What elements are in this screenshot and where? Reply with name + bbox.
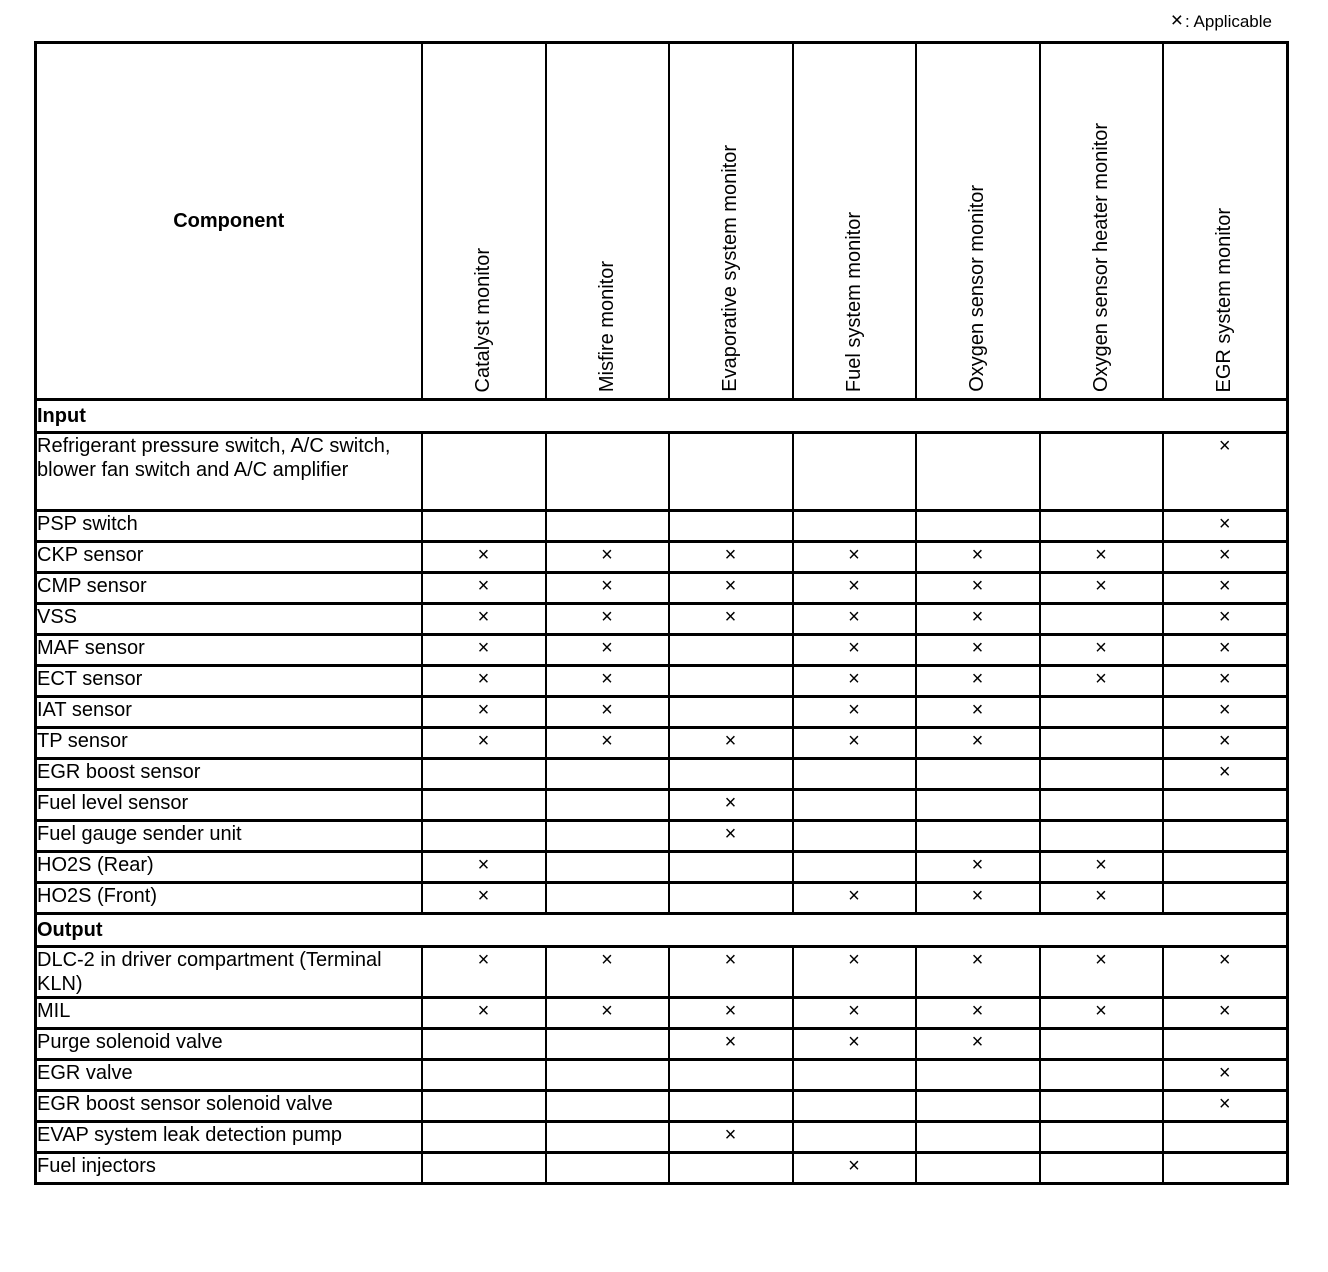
applicable-mark-cell: × — [916, 604, 1040, 635]
table-row — [36, 573, 1288, 604]
monitor-header-label: Evaporative system monitor — [719, 145, 741, 392]
applicable-mark-cell — [1040, 1091, 1163, 1122]
applicable-mark-cell: × — [1163, 998, 1288, 1029]
applicable-mark-cell — [916, 1060, 1040, 1091]
table-row — [36, 998, 1288, 1029]
table-row — [36, 821, 1288, 852]
applicable-mark-cell — [793, 852, 916, 883]
applicable-mark-cell — [546, 433, 669, 511]
applicable-mark-cell — [1040, 697, 1163, 728]
section-row — [36, 400, 1288, 433]
applicable-mark-cell: × — [546, 947, 669, 998]
monitor-column-header — [546, 43, 669, 400]
table-row — [36, 542, 1288, 573]
applicable-mark-cell — [1163, 1153, 1288, 1184]
monitor-header-label: Fuel system monitor — [842, 211, 865, 392]
table-row — [36, 852, 1288, 883]
applicable-mark-cell — [1163, 1122, 1288, 1153]
applicable-mark-cell: × — [793, 1153, 916, 1184]
applicable-mark-cell: × — [793, 697, 916, 728]
component-name: Refrigerant pressure switch, A/C switch, blower fan switch and A/C amplifier — [36, 433, 422, 511]
applicable-mark-cell — [546, 1060, 669, 1091]
monitor-header-label: Misfire monitor — [595, 260, 618, 392]
component-name: EGR valve — [36, 1060, 422, 1091]
monitor-header-label: EGR system monitor — [1213, 207, 1236, 392]
applicable-mark-cell: × — [1040, 635, 1163, 666]
applicable-mark-cell — [1163, 1029, 1288, 1060]
component-name: MIL — [36, 998, 422, 1029]
applicable-mark-cell: × — [669, 573, 793, 604]
component-column-header: Component — [36, 43, 422, 400]
applicable-mark-cell: × — [793, 728, 916, 759]
applicable-mark-cell: × — [422, 852, 546, 883]
applicable-mark-cell: × — [1040, 573, 1163, 604]
applicable-mark-cell: × — [546, 666, 669, 697]
applicable-mark-cell — [546, 759, 669, 790]
section-label: Output — [36, 914, 1288, 947]
applicable-mark-cell — [1163, 883, 1288, 914]
applicable-mark-cell — [546, 852, 669, 883]
applicable-mark-cell — [793, 1122, 916, 1153]
applicable-mark-cell: × — [1163, 728, 1288, 759]
applicable-mark-cell — [793, 759, 916, 790]
component-name: HO2S (Rear) — [36, 852, 422, 883]
component-name: TP sensor — [36, 728, 422, 759]
applicable-mark-cell — [1163, 821, 1288, 852]
applicable-mark-cell — [422, 1029, 546, 1060]
table-row — [36, 1060, 1288, 1091]
applicable-mark-cell: × — [793, 542, 916, 573]
applicable-mark-cell: × — [669, 1122, 793, 1153]
applicable-mark-cell: × — [1040, 998, 1163, 1029]
applicable-mark-cell: × — [546, 728, 669, 759]
applicable-mark-cell: × — [793, 666, 916, 697]
applicable-mark-cell: × — [1163, 604, 1288, 635]
applicable-mark-cell — [1040, 1153, 1163, 1184]
legend — [1171, 10, 1272, 33]
applicable-mark-cell — [669, 697, 793, 728]
applicable-mark-cell: × — [669, 1029, 793, 1060]
applicable-mark-cell: × — [422, 604, 546, 635]
component-name: CMP sensor — [36, 573, 422, 604]
applicable-mark-cell — [1040, 759, 1163, 790]
applicable-mark-cell — [1040, 1122, 1163, 1153]
applicable-mark-cell — [669, 511, 793, 542]
applicable-mark-cell: × — [793, 604, 916, 635]
applicable-mark-cell — [546, 511, 669, 542]
applicable-mark-cell — [422, 1091, 546, 1122]
component-name: CKP sensor — [36, 542, 422, 573]
applicable-mark-cell: × — [916, 666, 1040, 697]
applicable-mark-cell — [916, 511, 1040, 542]
applicable-mark-cell: × — [1163, 697, 1288, 728]
applicable-mark-cell: × — [422, 697, 546, 728]
applicable-mark-cell — [669, 759, 793, 790]
applicable-mark-cell: × — [546, 697, 669, 728]
applicable-mark-cell — [916, 759, 1040, 790]
table-row — [36, 759, 1288, 790]
applicable-mark-cell — [546, 1029, 669, 1060]
applicable-mark-cell: × — [916, 542, 1040, 573]
applicable-mark-cell: × — [422, 666, 546, 697]
applicable-mark-cell — [422, 433, 546, 511]
applicable-mark-cell — [1163, 852, 1288, 883]
applicable-mark-cell: × — [546, 635, 669, 666]
applicable-mark-cell: × — [916, 697, 1040, 728]
applicable-mark-cell: × — [916, 1029, 1040, 1060]
applicable-mark-cell — [422, 511, 546, 542]
applicable-mark-cell: × — [916, 947, 1040, 998]
monitor-column-header — [793, 43, 916, 400]
monitor-column-header — [422, 43, 546, 400]
applicable-mark-cell — [546, 1153, 669, 1184]
component-name: Fuel injectors — [36, 1153, 422, 1184]
component-name: ECT sensor — [36, 666, 422, 697]
applicable-mark-cell — [1040, 511, 1163, 542]
table-row — [36, 1029, 1288, 1060]
header-row — [36, 43, 1288, 400]
applicable-mark-cell — [669, 1091, 793, 1122]
component-name: HO2S (Front) — [36, 883, 422, 914]
applicable-mark-cell: × — [916, 883, 1040, 914]
component-name: IAT sensor — [36, 697, 422, 728]
table-row — [36, 1153, 1288, 1184]
applicable-mark-cell — [546, 1091, 669, 1122]
table-row — [36, 947, 1288, 998]
applicable-mark-cell: × — [1163, 542, 1288, 573]
applicable-mark-cell — [669, 666, 793, 697]
table-row — [36, 666, 1288, 697]
applicable-mark-cell — [422, 1060, 546, 1091]
applicable-mark-cell — [422, 821, 546, 852]
component-name: EGR boost sensor solenoid valve — [36, 1091, 422, 1122]
applicable-mark-cell — [422, 759, 546, 790]
component-name: VSS — [36, 604, 422, 635]
applicable-mark-cell: × — [422, 542, 546, 573]
component-name: Purge solenoid valve — [36, 1029, 422, 1060]
applicable-mark-cell: × — [1163, 635, 1288, 666]
applicable-mark-cell — [669, 883, 793, 914]
applicable-mark-cell: × — [793, 1029, 916, 1060]
table-row — [36, 883, 1288, 914]
applicable-mark-cell — [916, 1153, 1040, 1184]
applicable-mark-cell — [546, 790, 669, 821]
applicable-mark-cell — [422, 790, 546, 821]
applicable-mark-cell — [546, 1122, 669, 1153]
applicable-mark-cell: × — [422, 573, 546, 604]
table-body — [36, 400, 1288, 1184]
applicable-mark-cell: × — [669, 821, 793, 852]
applicable-mark-cell: × — [1163, 1060, 1288, 1091]
applicable-mark-cell — [546, 883, 669, 914]
applicable-mark-cell: × — [1040, 947, 1163, 998]
applicable-mark-cell — [916, 790, 1040, 821]
applicable-mark-cell: × — [1163, 433, 1288, 511]
applicable-mark-cell: × — [669, 998, 793, 1029]
applicable-mark-cell — [422, 1153, 546, 1184]
table-row — [36, 728, 1288, 759]
applicable-mark-cell: × — [546, 573, 669, 604]
applicable-mark-cell — [669, 433, 793, 511]
applicable-mark-cell: × — [916, 573, 1040, 604]
applicable-mark-cell: × — [916, 852, 1040, 883]
applicable-mark-cell: × — [669, 790, 793, 821]
section-label: Input — [36, 400, 1288, 433]
table-row — [36, 790, 1288, 821]
applicable-mark-cell — [916, 433, 1040, 511]
applicable-mark-cell: × — [1040, 852, 1163, 883]
applicable-mark-cell: × — [422, 728, 546, 759]
applicable-mark-cell: × — [1163, 511, 1288, 542]
applicable-mark-cell: × — [793, 947, 916, 998]
applicable-mark-cell — [793, 1060, 916, 1091]
applicable-mark-cell: × — [793, 998, 916, 1029]
applicable-mark-cell — [422, 1122, 546, 1153]
table-row — [36, 433, 1288, 511]
applicable-mark-cell — [1040, 604, 1163, 635]
applicable-mark-cell — [793, 790, 916, 821]
component-name: Fuel level sensor — [36, 790, 422, 821]
applicable-mark-cell — [1040, 728, 1163, 759]
applicable-mark-cell — [669, 635, 793, 666]
applicable-mark-cell: × — [793, 883, 916, 914]
applicable-mark-cell: × — [1163, 947, 1288, 998]
component-name: DLC-2 in driver compartment (Terminal KLN) — [36, 947, 422, 998]
applicable-mark-cell — [546, 821, 669, 852]
applicable-mark-cell: × — [546, 998, 669, 1029]
applicable-mark-cell — [1040, 790, 1163, 821]
component-name: PSP switch — [36, 511, 422, 542]
applicable-mark-cell: × — [546, 542, 669, 573]
monitor-column-header — [669, 43, 793, 400]
applicable-mark-cell — [793, 821, 916, 852]
table-row — [36, 635, 1288, 666]
applicable-mark-cell — [1040, 821, 1163, 852]
applicable-mark-cell — [916, 821, 1040, 852]
applicable-mark-cell: × — [1163, 666, 1288, 697]
applicable-mark-cell — [669, 1060, 793, 1091]
applicable-mark-cell — [1040, 1060, 1163, 1091]
applicable-mark-cell: × — [422, 998, 546, 1029]
table-row — [36, 1122, 1288, 1153]
applicable-mark-cell: × — [669, 947, 793, 998]
applicable-mark-cell — [669, 1153, 793, 1184]
applicable-mark-cell: × — [546, 604, 669, 635]
monitor-component-table — [34, 41, 1289, 1185]
table-row — [36, 511, 1288, 542]
table-row — [36, 697, 1288, 728]
monitor-column-header — [1163, 43, 1288, 400]
monitor-header-label: Catalyst monitor — [472, 247, 494, 392]
applicable-mark-cell — [793, 511, 916, 542]
applicable-mark-cell — [916, 1122, 1040, 1153]
table-row — [36, 604, 1288, 635]
applicable-mark-cell: × — [1040, 542, 1163, 573]
applicable-mark-cell: × — [422, 635, 546, 666]
applicable-mark-cell — [793, 433, 916, 511]
applicable-mark-cell — [916, 1091, 1040, 1122]
applicable-mark-cell: × — [669, 604, 793, 635]
component-name: MAF sensor — [36, 635, 422, 666]
monitor-header-label: Oxygen sensor heater monitor — [1089, 122, 1112, 392]
applicable-mark-cell: × — [1163, 759, 1288, 790]
applicable-mark-cell — [793, 1091, 916, 1122]
monitor-column-header — [1040, 43, 1163, 400]
monitor-header-label: Oxygen sensor monitor — [966, 185, 988, 392]
applicable-mark-icon: × — [1170, 9, 1184, 32]
applicable-mark-cell: × — [422, 947, 546, 998]
applicable-mark-cell: × — [1040, 666, 1163, 697]
component-name: Fuel gauge sender unit — [36, 821, 422, 852]
applicable-mark-cell — [1040, 1029, 1163, 1060]
applicable-mark-cell: × — [793, 635, 916, 666]
applicable-mark-cell: × — [1163, 1091, 1288, 1122]
component-name: EVAP system leak detection pump — [36, 1122, 422, 1153]
applicable-mark-cell — [1040, 433, 1163, 511]
applicable-mark-cell: × — [1040, 883, 1163, 914]
applicable-mark-cell: × — [669, 542, 793, 573]
monitor-column-header — [916, 43, 1040, 400]
applicable-mark-cell: × — [916, 635, 1040, 666]
applicable-mark-cell: × — [916, 728, 1040, 759]
applicable-mark-cell — [1163, 790, 1288, 821]
applicable-mark-cell — [669, 852, 793, 883]
table-row — [36, 1091, 1288, 1122]
applicable-mark-cell: × — [793, 573, 916, 604]
applicable-mark-cell: × — [916, 998, 1040, 1029]
component-name: EGR boost sensor — [36, 759, 422, 790]
applicable-mark-cell: × — [422, 883, 546, 914]
applicable-mark-cell: × — [1163, 573, 1288, 604]
section-row — [36, 914, 1288, 947]
applicable-mark-cell: × — [669, 728, 793, 759]
legend-text: : Applicable — [1185, 12, 1272, 31]
